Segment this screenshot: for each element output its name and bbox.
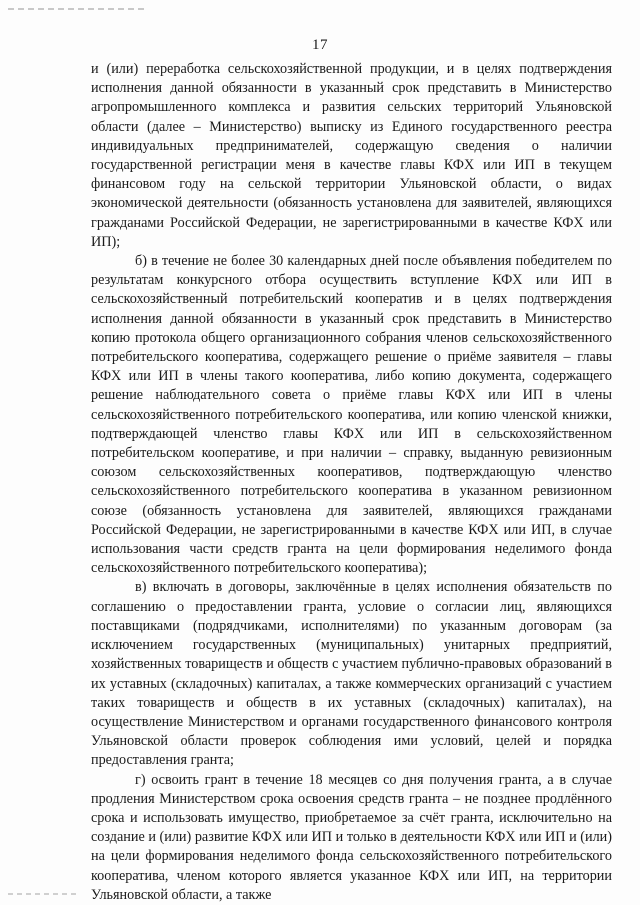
page-number: 17 (312, 37, 328, 53)
paragraph-item-g: г) освоить грант в течение 18 месяцев со дня получения гранта, а в случае продления Министерством срока освоения средств гранта – не позднее продлённого срока и использовать имущество, приобретаемое за счёт гранта, исключительно на создание и (или) развитие КФХ или ИП и только в деятельности КФХ или ИП и (или) на цели формирования неделимого фонда сельскохозяйственного потребительского кооператива, членом которого является указанное КФХ или ИП, на территории Ульяновской области, а также (91, 771, 612, 903)
paragraph-item-b: б) в течение не более 30 календарных дней после объявления победителем по результатам конкурсного отбора осуществить вступление КФХ или ИП в сельскохозяйственный потребительский кооператив и в целях подтверждения исполнения данной обязанности в указанный срок представить в Министерство копию протокола общего организационного собрания членов сельскохозяйственного потребительского кооператива, содержащего решение о приёме заявителя – главы КФХ или ИП в члены такого кооператива, либо копию документа, содержащего решение наблюдательного совета о приёме главы КФХ или ИП в члены сельскохозяйственного потребительского кооператива, или копию членской книжки, подтверждающей членство главы КФХ или ИП в сельскохозяйственном потребительском кооперативе, и при наличии – справку, выданную ревизионным союзом сельскохозяйственных кооперативов, подтверждающую членство сельскохозяйственного потребительского кооператива в указанном ревизионном союзе (обязанность установлена для заявителей, являющихся гражданами Российской Федерации, не зарегистрированными в качестве КФХ или ИП, в случае использования части средств гранта на цели формирования неделимого фонда сельскохозяйственного потребительского кооператива); (91, 253, 612, 577)
scan-artifact (8, 8, 148, 10)
document-body (91, 60, 612, 905)
paragraph-item-v: в) включать в договоры, заключённые в целях исполнения обязательств по соглашению о предоставлении гранта, условие о согласии лиц, являющихся поставщиками (подрядчиками, исполнителями) по указанным договорам (за исключением государственных (муниципальных) унитарных предприятий, хозяйственных товариществ и обществ с участием публично-правовых образований в их уставных (складочных) капиталах, а также коммерческих организаций с участием таких товариществ и обществ в их уставных (складочных) капиталах), на осуществление Министерством и органами государственного финансового контроля Ульяновской области проверок соблюдения ими условий, целей и порядка предоставления гранта; (91, 579, 612, 769)
paragraph-continuation: и (или) переработка сельскохозяйственной продукции, и в целях подтверждения исполнения данной обязанности в указанный срок представить в Министерство агропромышленного комплекса и развития сельских территорий Ульяновской области (далее – Министерство) выписку из Единого государственного реестра индивидуальных предпринимателей, содержащую сведения о наличии государственной регистрации меня в качестве главы КФХ или ИП в текущем финансовом году на сельской территории Ульяновской области, о видах экономической деятельности (обязанность установлена для заявителей, являющихся гражданами Российской Федерации, не зарегистрированными в качестве КФХ или ИП); (91, 61, 612, 250)
scan-artifact-bottom (8, 893, 78, 895)
